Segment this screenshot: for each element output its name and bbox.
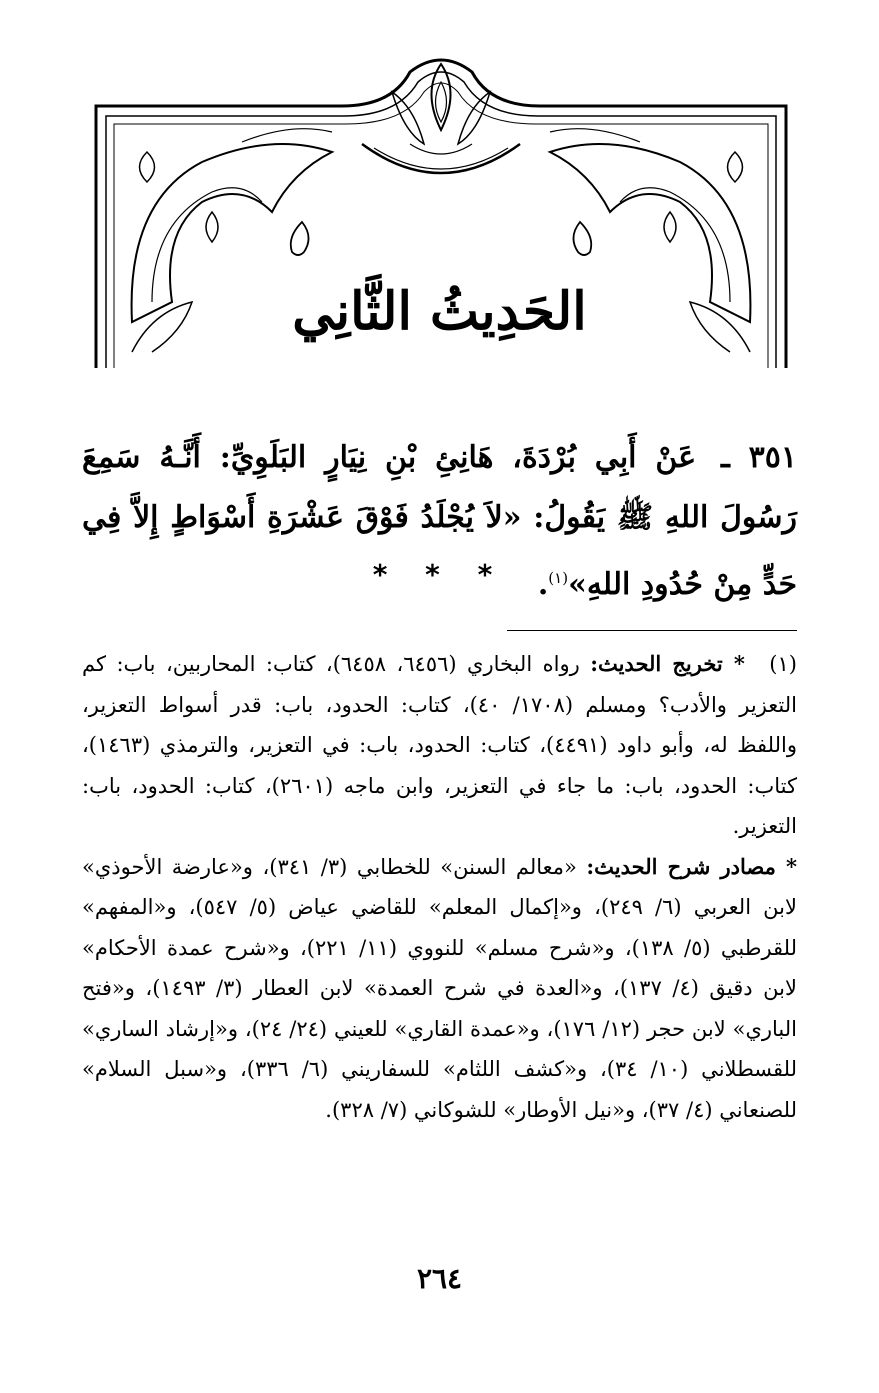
footnote-reference[interactable]: (١) [548, 569, 569, 587]
hadith-end: . [537, 567, 549, 602]
section-separator: * * * [372, 558, 507, 591]
sources-text: «معالم السنن» للخطابي (٣/ ٣٤١)، و«عارضة الأحوذي» لابن العربي (٦/ ٢٤٩)، و«إكمال المعلم» للقاضي عياض (٥/ ٥٤٧)، و«المفهم» للقرطبي (٥/ ١٣٨)، و«شرح مسلم» للنووي (١١/ ٢٢١)، و«شرح عمدة الأحكام» لابن دقيق (٤/ ١٣٧)، و«العدة في شرح العمدة» لابن العطار (٣/ ١٤٩٣)، و«فتح الباري» لابن حجر (١٢/ ١٧٦)، و«عمدة القاري» للعيني (٢٤/ ٢٤)، و«إرشاد الساري» للقسطلاني (١٠/ ٣٤)، و«كشف اللثام» للسفاريني (٦/ ٣٣٦)، و«سبل السلام» للصنعاني (٤/ ٣٧)، و«نيل الأوطار» للشوكاني (٧/ ٣٢٨). [82, 854, 798, 1122]
chapter-title: الحَدِيثُ الثَّانِي [292, 281, 587, 342]
takhrij-text: رواه البخاري (٦٤٥٦، ٦٤٥٨)، كتاب: المحاربين، باب: كم التعزير والأدب؟ ومسلم (١٧٠٨/ ٤٠)، كتاب: الحدود، باب: قدر أسواط التعزير، واللفظ له، وأبو داود (٤٤٩١)، كتاب: الحدود، باب: في التعزير، والترمذي (١٤٦٣)، كتاب: الحدود، باب: ما جاء في التعزير، وابن ماجه (٢٦٠١)، كتاب: الحدود، باب: التعزير. [82, 652, 798, 838]
takhrij-label: * تخريج الحديث: [590, 651, 745, 676]
footnote-number: (١) [769, 652, 797, 676]
footnote-sources [82, 847, 797, 1131]
sources-label: * مصادر شرح الحديث: [586, 853, 797, 879]
hadith-text: عَنْ أَبِي بُرْدَةَ، هَانِئِ بْنِ نِيَارٍ البَلَوِيِّ: أَنَّـهُ سَمِعَ رَسُولَ اللهِ ﷺ يَقُولُ: «لاَ يُجْلَدُ فَوْقَ عَشْرَةِ أَسْوَاطٍ إِلاَّ فِي حَدٍّ مِنْ حُدُودِ اللهِ» [82, 440, 797, 602]
page-number: ٢٦٤ [416, 1262, 463, 1295]
footnote-takhrij [82, 644, 797, 847]
footnote-divider [507, 630, 797, 631]
footnotes-section [82, 644, 797, 1130]
hadith-number: ٣٥١ ـ [720, 440, 797, 475]
